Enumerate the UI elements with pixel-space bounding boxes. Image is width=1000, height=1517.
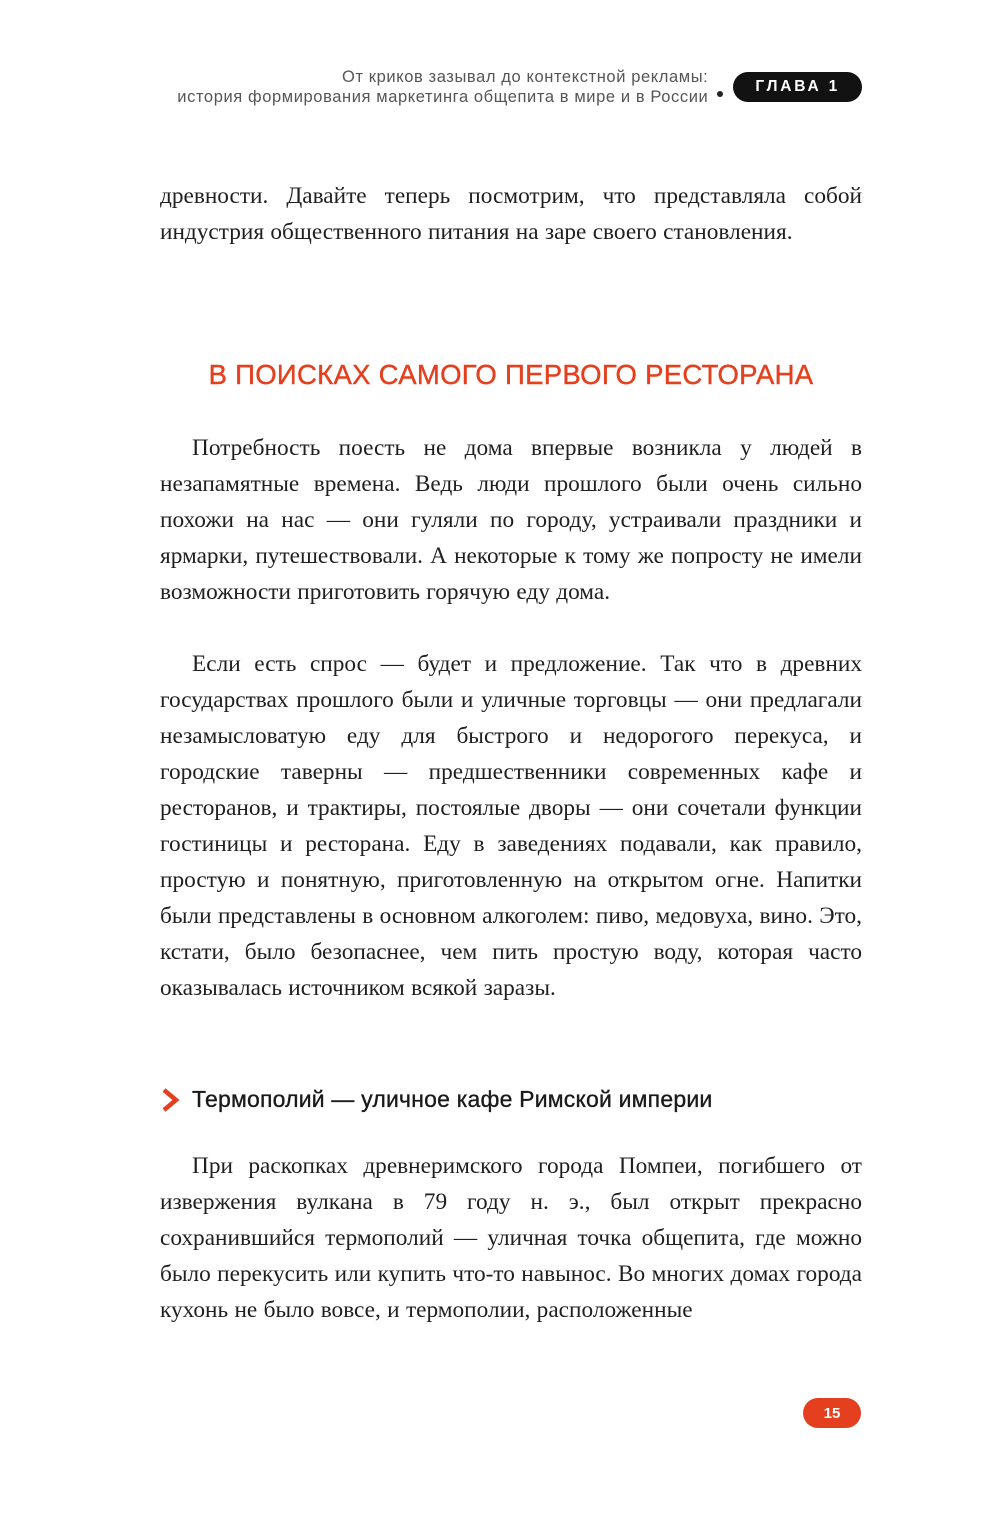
paragraph-3: При раскопках древнеримского города Помпеи, погибшего от извержения вулкана в 79 году н. э., был открыт прекрасно сохранившийся термополий — уличная точка общепита, где можно было перекусить или купить что-то навынос. Во многих домах города кухонь не было вовсе, и термополии, расположенные [160,1153,862,1323]
running-header [177,67,862,107]
subheading-text: Термополий — уличное кафе Римской империи [192,1086,713,1112]
section-heading: В ПОИСКАХ САМОГО ПЕРВОГО РЕСТОРАНА [208,359,814,390]
running-title-line-2: история формирования маркетинга общепита в мире и в России [177,88,709,106]
page-number: 15 [803,1398,861,1428]
intro-paragraph: древности. Давайте теперь посмотрим, что представляла собой индустрия общественного питания на заре своего становления. [160,183,862,245]
chapter-badge: ГЛАВА 1 [733,72,862,102]
bullet-dot-icon [717,91,723,97]
running-title [177,67,708,107]
paragraph-2: Если есть спрос — будет и предложение. Так что в древних государствах прошлого были и уличные торговцы — они предлагали незамысловатую еду для быстрого и недорогого перекуса, и городские таверны — предшественники современных кафе и ресторанов, и трактиры, постоялые дворы — они сочетали функции гостиницы и ресторана. Еду в заведениях подавали, как правило, простую и понятную, приготовленную на открытом огне. Напитки были представлены в основном алкоголем: пиво, медовуха, вино. Это, кстати, было безопаснее, чем пить простую воду, которая часто оказывалась источником всякой заразы. [160,651,862,1001]
running-title-line-1: От криков зазывал до контекстной рекламы: [342,68,709,86]
chevron-right-icon [160,1087,182,1113]
subheading [160,1086,862,1113]
paragraph-1: Потребность поесть не дома впервые возникла у людей в незапамятные времена. Ведь люди прошлого были очень сильно похожи на нас — они гуляли по городу, устраивали праздники и ярмарки, путешествовали. А некоторые к тому же попросту не имели возможности приготовить горячую еду дома. [160,435,862,605]
